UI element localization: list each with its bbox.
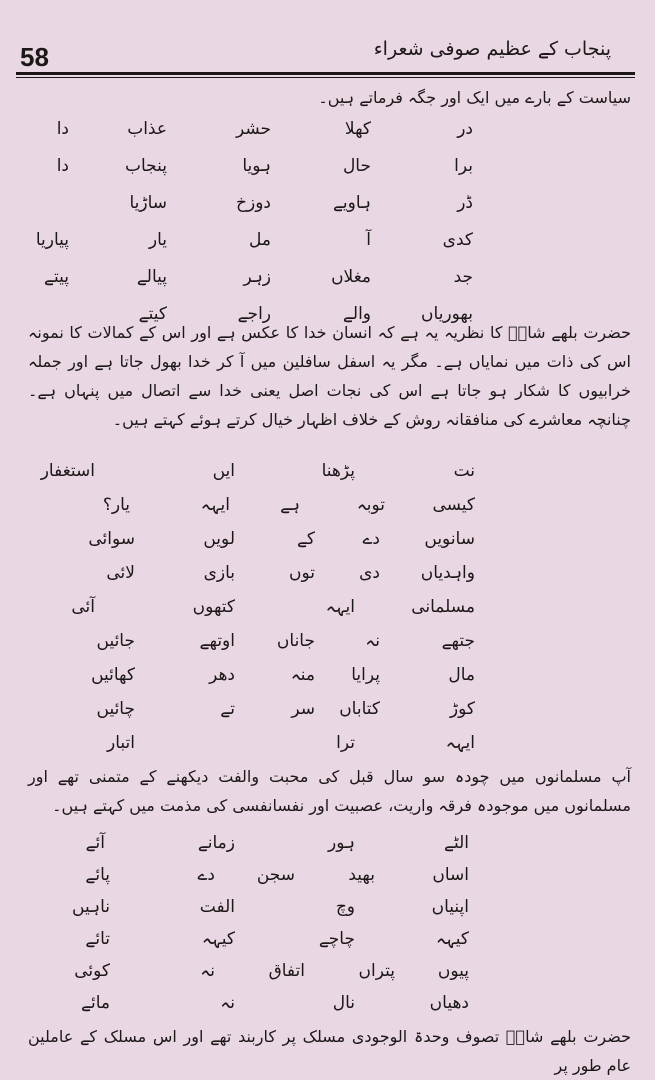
verse-word: دے — [197, 865, 215, 885]
verse-line — [0, 860, 655, 892]
verse-word: سوائی — [88, 529, 135, 549]
verse-word: منہ — [290, 665, 315, 685]
verse-word: دوزخ — [236, 193, 271, 213]
verse-word: یار؟ — [102, 495, 130, 515]
verse-word: کوئی — [74, 961, 110, 981]
verse-word: سانویں — [424, 529, 475, 549]
header-rule-thick — [16, 72, 635, 75]
verse-word: راجے — [237, 304, 271, 324]
verse-word: برا — [454, 156, 473, 176]
verse-word: ایہہ — [325, 597, 355, 617]
verse-word: تائے — [85, 929, 110, 949]
verse-word: مل — [249, 230, 271, 250]
body-paragraph-sectarianism: آپ مسلمانوں میں چودہ سو سال قبل کی محبت والفت دیکھنے کے متمنی تھے اور مسلمانوں میں موجودہ فرقہ واریت، عصبیت اور نفسانفسی کی مذمت میں کہتے ہیں۔ — [28, 767, 631, 815]
verse-word: سجن — [256, 865, 295, 885]
verse-word: مغلاں — [331, 267, 371, 287]
verse-word: یار — [148, 230, 167, 250]
verse-word: ناہیں — [72, 897, 110, 917]
verse-line — [0, 892, 655, 924]
verse-word: چائیں — [96, 699, 135, 719]
verse-word: مسلمانی — [411, 597, 475, 617]
verse-word: ساڑیا — [129, 193, 167, 213]
verse-word: لویں — [203, 529, 235, 549]
verse-line — [0, 956, 655, 988]
verse-word: دھر — [209, 665, 235, 685]
verse-word: نال — [332, 993, 355, 1013]
verse-word: پنجاب — [124, 156, 167, 176]
verse-word: ہاویے — [332, 193, 371, 213]
verse-word: نت — [453, 461, 475, 481]
verse-word: اتفاق — [268, 961, 305, 981]
verse-word: تے — [220, 699, 235, 719]
verse-word: واہدیاں — [420, 563, 475, 583]
verse-word: وچ — [335, 897, 355, 917]
verse-line — [0, 694, 655, 728]
verse-line — [0, 114, 655, 151]
verse-line — [0, 524, 655, 558]
verse-line — [0, 188, 655, 225]
verse-word: زہر — [243, 267, 271, 287]
verse-word: کوڑ — [449, 699, 475, 719]
verse-line — [0, 924, 655, 956]
verse-word: مائے — [81, 993, 110, 1013]
verse-word: جائیں — [96, 631, 135, 651]
verse-line — [0, 728, 655, 762]
verse-line — [0, 660, 655, 694]
verse-word: کیسی — [432, 495, 475, 515]
verse-word: اساں — [432, 865, 469, 885]
verse-line — [0, 456, 655, 490]
verse-word: ایں — [212, 461, 235, 481]
verse-word: پتراں — [358, 961, 395, 981]
verse-word: پیالے — [136, 267, 167, 287]
verse-word: پائے — [85, 865, 110, 885]
verse-word: ایہہ — [200, 495, 230, 515]
verse-word: جد — [453, 267, 473, 287]
verse-word: اوتھے — [199, 631, 235, 651]
verse-word: کیتے — [138, 304, 167, 324]
verse-word: کھلا — [344, 119, 371, 139]
verse-word: اپنیاں — [431, 897, 469, 917]
verse-word: دی — [359, 563, 380, 583]
verse-block-politics — [0, 114, 655, 336]
verse-word: آئے — [85, 833, 105, 853]
verse-word: کھائیں — [91, 665, 135, 685]
verse-word: دا — [56, 119, 69, 139]
page-number: 58 — [20, 42, 49, 72]
verse-word: توبہ — [356, 495, 385, 515]
verse-word: جتھے — [441, 631, 475, 651]
verse-word: لائی — [106, 563, 135, 583]
verse-word: پیاریا — [35, 230, 69, 250]
verse-word: الٹے — [444, 833, 469, 853]
verse-word: آئی — [71, 597, 95, 617]
verse-word: توں — [289, 563, 315, 583]
verse-word: نہ — [200, 961, 215, 981]
verse-block-hypocrisy — [0, 456, 655, 762]
verse-word: کدی — [442, 230, 473, 250]
verse-word: در — [457, 119, 473, 139]
verse-word: بھید — [348, 865, 375, 885]
verse-word: الفت — [199, 897, 235, 917]
verse-word: ترا — [336, 733, 355, 753]
verse-line — [0, 558, 655, 592]
verse-word: حشر — [235, 119, 271, 139]
verse-word: جاناں — [276, 631, 315, 651]
verse-line — [0, 225, 655, 262]
verse-block-times — [0, 828, 655, 1020]
header-rule-thin — [16, 77, 635, 78]
verse-word: اتبار — [107, 733, 135, 753]
verse-word: کیہہ — [435, 929, 469, 949]
verse-line — [0, 490, 655, 524]
verse-word: پڑھنا — [321, 461, 355, 481]
verse-word: ہے — [280, 495, 300, 515]
verse-line — [0, 151, 655, 188]
verse-word: نہ — [365, 631, 380, 651]
verse-word: نہ — [220, 993, 235, 1013]
verse-word: عذاب — [127, 119, 167, 139]
body-paragraph-philosophy: حضرت بلھے شاہؒ کا نظریہ یہ ہے کہ انسان خدا کا عکس ہے اور اس کے کمالات کا نمونہ اس کی ذات میں نمایاں ہے۔ مگر یہ اسفل سافلین میں آ کر خدا بھول جاتا ہے اور جملہ خرابیوں کا شکار ہو جاتا ہے اس کی نجات اصل یعنی خدا سے اتصال میں پنہاں ہے۔ چنانچہ معاشرے کی منافقانہ روش کے خلاف اظہار خیال کرتے ہوئے کہتے ہیں۔ — [28, 323, 631, 429]
verse-word: حال — [342, 156, 371, 176]
verse-word: بازی — [203, 563, 235, 583]
verse-word: ایہہ — [445, 733, 475, 753]
verse-word: زمانے — [197, 833, 235, 853]
intro-paragraph: سیاست کے بارے میں ایک اور جگہ فرماتے ہیں۔ — [318, 88, 631, 107]
verse-word: دھیاں — [429, 993, 469, 1013]
verse-line — [0, 828, 655, 860]
verse-word: کے — [296, 529, 315, 549]
verse-word: دے — [362, 529, 380, 549]
verse-word: پیوں — [437, 961, 469, 981]
verse-word: پرایا — [351, 665, 380, 685]
verse-word: پیتے — [44, 267, 69, 287]
verse-word: آ — [366, 230, 371, 250]
verse-word: بھوریاں — [421, 304, 473, 324]
verse-line — [0, 592, 655, 626]
verse-line — [0, 262, 655, 299]
verse-word: چاچے — [318, 929, 355, 949]
verse-word: دا — [56, 156, 69, 176]
verse-word: کتاباں — [339, 699, 380, 719]
verse-word: ہور — [328, 833, 355, 853]
verse-word: استغفار — [40, 461, 95, 481]
verse-word: کیہہ — [201, 929, 235, 949]
verse-word: مال — [448, 665, 475, 685]
verse-word: کتھوں — [192, 597, 235, 617]
verse-line — [0, 626, 655, 660]
verse-word: سر — [291, 699, 315, 719]
verse-word: ڈر — [457, 193, 473, 213]
body-paragraph-wahdat: حضرت بلھے شاہؒ تصوف وحدۃ الوجودی مسلک پر کاربند تھے اور اس مسلک کے عاملین عام طور پر — [28, 1027, 631, 1075]
verse-word: ہویا — [242, 156, 271, 176]
running-title: پنجاب کے عظیم صوفی شعراء — [373, 38, 611, 60]
verse-word: والے — [342, 304, 371, 324]
verse-line — [0, 988, 655, 1020]
